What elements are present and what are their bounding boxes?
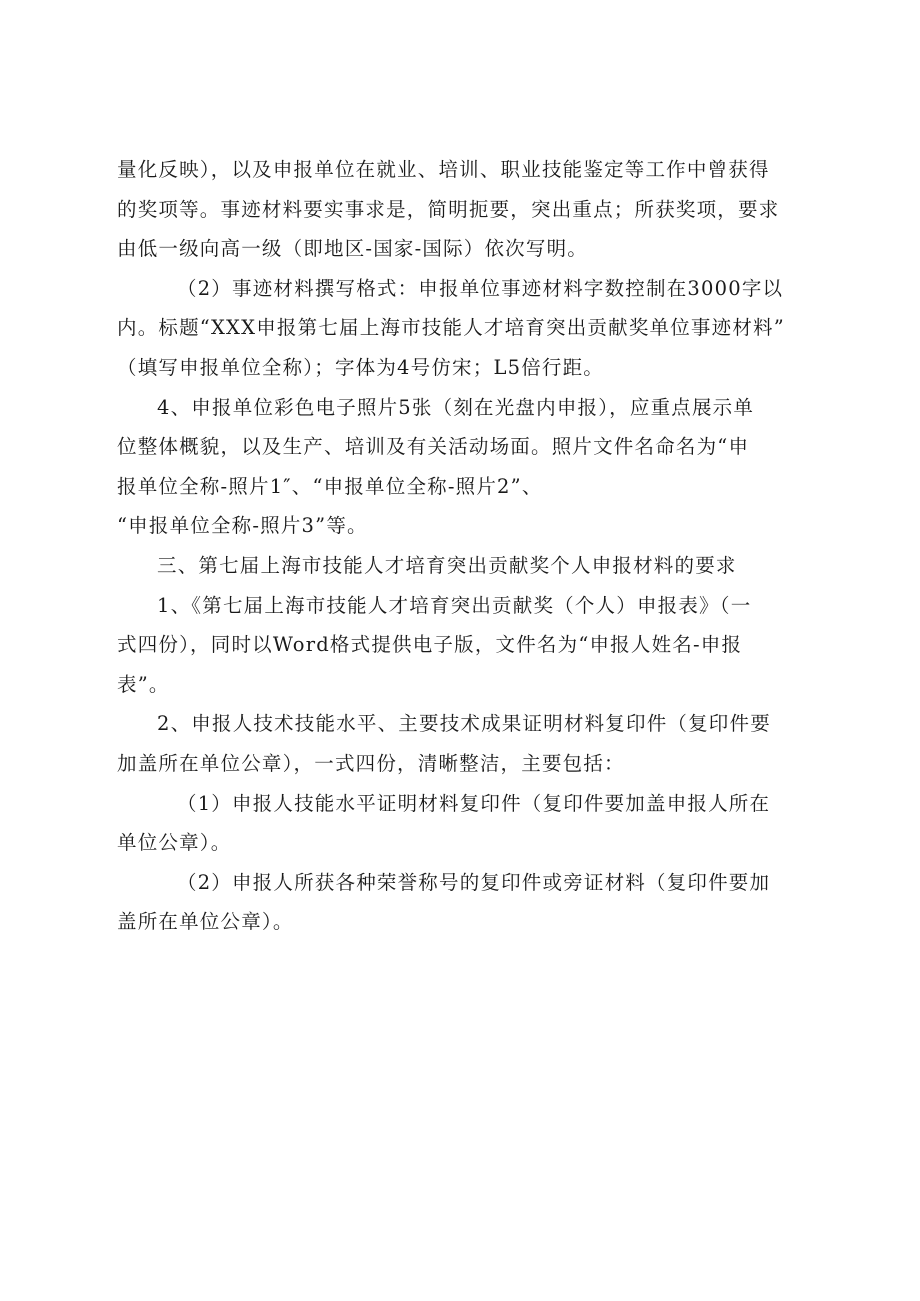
text-line: （2）申报人所获各种荣誉称号的复印件或旁证材料（复印件要加 — [177, 870, 771, 894]
text-line: 表”。 — [117, 672, 170, 696]
text-line: “申报单位全称-照片3”等。 — [117, 514, 368, 538]
text-line: 单位公章）。 — [117, 831, 232, 855]
text-line: 4、申报单位彩色电子照片5张（刻在光盘内申报），应重点展示单 — [157, 395, 755, 419]
text-line: 的奖项等。事迹材料要实事求是，简明扼要，突出重点；所获奖项，要求 — [117, 197, 780, 221]
text-line: 量化反映），以及申报单位在就业、培训、职业技能鉴定等工作中曾获得 — [117, 158, 770, 181]
text-line: （2）事迹材料撰写格式：申报单位事迹材料字数控制在3000字以 — [177, 276, 784, 300]
document-body — [117, 150, 807, 942]
text-line: 报单位全称-照片1″、“申报单位全称-照片2”、 — [117, 474, 543, 498]
text-line: 由低一级向高一级（即地区-国家-国际）依次写明。 — [117, 237, 588, 261]
text-line: （填写申报单位全称）；字体为4号仿宋；L5倍行距。 — [117, 355, 605, 379]
text-line: （1）申报人技能水平证明材料复印件（复印件要加盖申报人所在 — [177, 791, 771, 815]
section-heading: 三、第七届上海市技能人才培育突出贡献奖个人申报材料的要求 — [157, 553, 737, 577]
text-line: 2、申报人技术技能水平、主要技术成果证明材料复印件（复印件要 — [157, 712, 771, 736]
text-line: 式四份），同时以Word格式提供电子版，文件名为“申报人姓名-申报 — [117, 633, 743, 657]
text-line: 内。标题“XXX申报第七届上海市技能人才培育突出贡献奖单位事迹材料” — [117, 316, 785, 340]
text-line: 加盖所在单位公章），一式四份，清晰整洁，主要包括： — [117, 751, 625, 775]
text-line: 1、《第七届上海市技能人才培育突出贡献奖（个人）申报表》（一 — [157, 593, 752, 617]
text-line: 盖所在单位公章）。 — [117, 910, 294, 934]
text-line: 位整体概貌，以及生产、培训及有关活动场面。照片文件名命名为“申 — [117, 435, 750, 459]
